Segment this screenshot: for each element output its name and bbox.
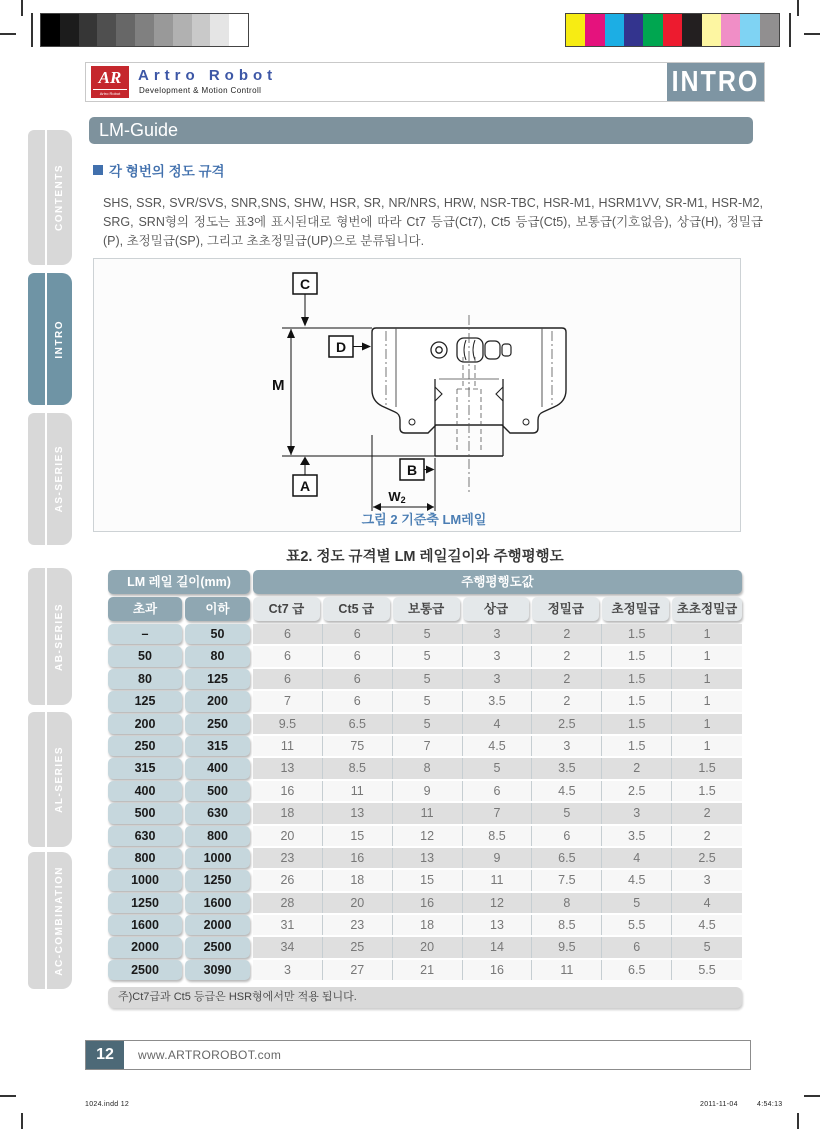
column-header: 이하 (185, 597, 250, 621)
dim-label-c: C (299, 276, 311, 292)
parallelism-value-cell: 5 (393, 646, 463, 666)
grayscale-swatch (97, 14, 116, 46)
parallelism-value-cell: 3.5 (463, 691, 533, 711)
tab-label-area (47, 568, 72, 705)
parallelism-value-cell: 12 (463, 893, 533, 913)
parallelism-value-cell: 18 (323, 870, 393, 890)
crop-mark (21, 1113, 23, 1129)
parallelism-value-cell: 2 (672, 803, 742, 823)
parallelism-value-cell: 1.5 (602, 624, 672, 644)
parallelism-value-cell: 7.5 (532, 870, 602, 890)
body-paragraph: SHS, SSR, SVR/SVS, SNR,SNS, SHW, HSR, SR, NR/NRS, HRW, NSR-TBC, HSR-M1, HSRM1VV, SR-M1, HSR-M2, SRG, SRN형의 정도는 표3에 표시된대로 형번에 따라 Ct7 등급(Ct7), Ct5 등급(Ct5), 보통급(기호없음), 상급(H), 정밀급(P), 초정밀급(SP), 그리고 초초정밀급(UP)으로 분류됩니다. (103, 195, 763, 248)
parallelism-value-cell: 23 (323, 915, 393, 935)
table-row (108, 803, 742, 823)
parallelism-value-cell: 4 (672, 893, 742, 913)
dim-label-a: A (299, 478, 311, 494)
color-swatch (721, 14, 740, 46)
parallelism-value-cell: 7 (463, 803, 533, 823)
parallelism-value-cell: 3 (672, 870, 742, 890)
tab-label: AC-COMBINATION (54, 865, 65, 976)
parallelism-value-cell: 1.5 (672, 758, 742, 778)
parallelism-value-cell: 6 (253, 646, 323, 666)
parallelism-value-cell: 3 (463, 646, 533, 666)
table-note: 주)Ct7급과 Ct5 등급은 HSR형에서만 적용 됩니다. (108, 987, 742, 1008)
parallelism-value-cell: 2.5 (532, 714, 602, 734)
table-row (108, 848, 742, 868)
rail-length-min-cell: 200 (108, 714, 182, 734)
parallelism-value-cell: 6 (463, 781, 533, 801)
parallelism-value-cell: 13 (463, 915, 533, 935)
website-url: www.ARTROROBOT.com (138, 1048, 282, 1062)
section-badge (667, 63, 764, 101)
parallelism-value-cell: 11 (463, 870, 533, 890)
parallelism-value-cell: 9.5 (532, 937, 602, 957)
tab-strip-decoration (28, 568, 45, 705)
tab-strip-decoration (28, 413, 45, 545)
rail-length-max-cell: 800 (185, 826, 250, 846)
grayscale-swatch (154, 14, 173, 46)
parallelism-value-cell: 2 (532, 669, 602, 689)
parallelism-value-cell: 1.5 (602, 669, 672, 689)
tab-label: AB-SERIES (54, 602, 65, 671)
column-header: 초초정밀급 (672, 597, 742, 621)
rail-length-min-cell: 500 (108, 803, 182, 823)
column-header: Ct5 급 (323, 597, 390, 621)
parallelism-value-cell: 4.5 (463, 736, 533, 756)
rail-length-min-cell: 800 (108, 848, 182, 868)
parallelism-value-cell: 3.5 (602, 826, 672, 846)
parallelism-value-cell: 9 (393, 781, 463, 801)
column-header: 정밀급 (532, 597, 599, 621)
crop-mark (21, 0, 23, 16)
parallelism-value-cell: 20 (253, 826, 323, 846)
color-swatch (663, 14, 682, 46)
brand-tagline: Development & Motion Controll (139, 86, 262, 95)
table-title: 표2. 정도 규격별 LM 레일길이와 주행평행도 (286, 549, 564, 565)
rail-length-max-cell: 1250 (185, 870, 250, 890)
tab-label-area (47, 712, 72, 847)
parallelism-value-cell: 4 (463, 714, 533, 734)
parallelism-value-cell: 2.5 (602, 781, 672, 801)
parallelism-value-cell: 23 (253, 848, 323, 868)
color-swatch (605, 14, 624, 46)
sidebar-tab-ab-series (28, 568, 72, 705)
parallelism-value-cell: 16 (463, 960, 533, 980)
parallelism-value-cell: 15 (393, 870, 463, 890)
group-header-rail-length: LM 레일 길이(mm) (108, 570, 250, 594)
parallelism-value-cell: 18 (393, 915, 463, 935)
slug-filename: 1024.indd 12 (85, 1101, 130, 1108)
rail-length-max-cell: 3090 (185, 960, 250, 980)
rail-length-min-cell: 250 (108, 736, 182, 756)
rail-length-min-cell: 1600 (108, 915, 182, 935)
crop-mark (797, 0, 799, 16)
sidebar (28, 130, 72, 989)
rail-length-min-cell: 2000 (108, 937, 182, 957)
tab-label-area (47, 273, 72, 405)
parallelism-value-cell: 6 (323, 646, 393, 666)
parallelism-value-cell: 1 (672, 646, 742, 666)
tab-label: AL-SERIES (54, 746, 65, 813)
grayscale-bar (40, 13, 249, 47)
parallelism-value-cell: 1.5 (602, 736, 672, 756)
parallelism-value-cell: 5 (463, 758, 533, 778)
parallelism-value-cell: 9.5 (253, 714, 323, 734)
crop-mark (0, 1095, 16, 1097)
slug-date: 2011-11-04 (700, 1101, 738, 1108)
parallelism-value-cell: 26 (253, 870, 323, 890)
page-title: LM-Guide (89, 117, 753, 144)
parallelism-value-cell: 3 (463, 624, 533, 644)
parallelism-value-cell: 11 (532, 960, 602, 980)
column-header: 보통급 (393, 597, 460, 621)
calibration-divider (31, 13, 33, 47)
crop-mark (804, 1095, 820, 1097)
dim-label-m: M (272, 377, 285, 394)
parallelism-value-cell: 6.5 (602, 960, 672, 980)
parallelism-value-cell: 6.5 (532, 848, 602, 868)
parallelism-value-cell: 2 (532, 624, 602, 644)
color-bar (565, 13, 780, 47)
rail-length-min-cell: 80 (108, 669, 182, 689)
parallelism-value-cell: 5.5 (672, 960, 742, 980)
color-swatch (702, 14, 721, 46)
color-swatch (566, 14, 585, 46)
rail-length-max-cell: 500 (185, 781, 250, 801)
parallelism-value-cell: 5 (393, 624, 463, 644)
table-row (108, 624, 742, 644)
tab-strip-decoration (28, 130, 45, 265)
tab-strip-decoration (28, 273, 45, 405)
color-swatch (585, 14, 604, 46)
section-badge-label: INTRO (671, 65, 760, 98)
color-swatch (624, 14, 643, 46)
logo-monogram-sub: Artro Robot (93, 89, 127, 96)
parallelism-value-cell: 6 (253, 624, 323, 644)
tab-label: CONTENTS (54, 164, 65, 231)
grayscale-swatch (210, 14, 229, 46)
color-swatch (760, 14, 779, 46)
parallelism-value-cell: 3 (463, 669, 533, 689)
crop-mark (804, 33, 820, 35)
lm-rail-drawing (94, 259, 740, 531)
parallelism-value-cell: 13 (393, 848, 463, 868)
table-row (108, 915, 742, 935)
rail-length-max-cell: 80 (185, 646, 250, 666)
parallelism-value-cell: 3 (253, 960, 323, 980)
parallelism-value-cell: 6 (532, 826, 602, 846)
rail-length-min-cell: 630 (108, 826, 182, 846)
grayscale-swatch (135, 14, 154, 46)
section-heading-label: 각 형번의 정도 규격 (109, 164, 225, 179)
rail-length-max-cell: 2000 (185, 915, 250, 935)
dim-label-b: B (406, 462, 418, 478)
parallelism-value-cell: 18 (253, 803, 323, 823)
page-number: 12 (86, 1041, 124, 1069)
rail-length-min-cell: 50 (108, 646, 182, 666)
rail-length-min-cell: 2500 (108, 960, 182, 980)
parallelism-value-cell: 6 (323, 691, 393, 711)
parallelism-value-cell: 5 (393, 669, 463, 689)
parallelism-value-cell: 16 (393, 893, 463, 913)
parallelism-value-cell: 4.5 (532, 781, 602, 801)
parallelism-value-cell: 9 (463, 848, 533, 868)
parallelism-value-cell: 2 (672, 826, 742, 846)
parallelism-value-cell: 1 (672, 669, 742, 689)
rail-length-max-cell: 315 (185, 736, 250, 756)
brand-name: Artro Robot (138, 67, 278, 84)
table-group-header-row (108, 570, 742, 594)
parallelism-value-cell: 4 (602, 848, 672, 868)
parallelism-value-cell: 4.5 (672, 915, 742, 935)
table-row (108, 893, 742, 913)
parallelism-value-cell: 6.5 (323, 714, 393, 734)
parallelism-value-cell: 13 (253, 758, 323, 778)
grayscale-swatch (116, 14, 135, 46)
parallelism-value-cell: 6 (602, 937, 672, 957)
rail-length-max-cell: 1600 (185, 893, 250, 913)
column-header: 상급 (463, 597, 530, 621)
parallelism-value-cell: 20 (393, 937, 463, 957)
tab-label: AS-SERIES (54, 445, 65, 513)
parallelism-value-cell: 11 (253, 736, 323, 756)
parallelism-value-cell: 1 (672, 624, 742, 644)
calibration-divider (789, 13, 791, 47)
grayscale-swatch (60, 14, 79, 46)
parallelism-value-cell: 7 (253, 691, 323, 711)
column-header: 초정밀급 (602, 597, 669, 621)
table-column-header-row (108, 597, 742, 621)
parallelism-value-cell: 20 (323, 893, 393, 913)
tab-strip-decoration (28, 712, 45, 847)
parallelism-value-cell: 16 (323, 848, 393, 868)
group-header-parallelism: 주행평행도값 (253, 570, 742, 594)
grayscale-swatch (173, 14, 192, 46)
parallelism-value-cell: 2 (532, 646, 602, 666)
table-row (108, 669, 742, 689)
parallelism-value-cell: 8.5 (323, 758, 393, 778)
sidebar-tab-intro (28, 273, 72, 405)
page-header (85, 62, 765, 102)
parallelism-value-cell: 8.5 (463, 826, 533, 846)
rail-length-max-cell: 400 (185, 758, 250, 778)
parallelism-value-cell: 15 (323, 826, 393, 846)
parallelism-value-cell: 5 (393, 714, 463, 734)
page-footer (85, 1040, 751, 1070)
slug-time: 4:54:13 (757, 1101, 783, 1108)
parallelism-value-cell: 1.5 (602, 691, 672, 711)
tab-strip-decoration (28, 852, 45, 989)
parallelism-value-cell: 2 (532, 691, 602, 711)
rail-length-min-cell: 1000 (108, 870, 182, 890)
parallelism-value-cell: 5 (672, 937, 742, 957)
parallelism-value-cell: 28 (253, 893, 323, 913)
parallelism-value-cell: 1.5 (672, 781, 742, 801)
parallelism-value-cell: 21 (393, 960, 463, 980)
rail-length-max-cell: 1000 (185, 848, 250, 868)
parallelism-value-cell: 2.5 (672, 848, 742, 868)
parallelism-value-cell: 75 (323, 736, 393, 756)
section-heading (93, 160, 225, 180)
parallelism-value-cell: 5 (602, 893, 672, 913)
rail-length-min-cell: 400 (108, 781, 182, 801)
brand-logo (91, 66, 129, 98)
sidebar-tab-al-series (28, 712, 72, 847)
rail-length-max-cell: 200 (185, 691, 250, 711)
parallelism-value-cell: 27 (323, 960, 393, 980)
parallelism-value-cell: 31 (253, 915, 323, 935)
parallelism-value-cell: 11 (323, 781, 393, 801)
parallelism-value-cell: 1 (672, 691, 742, 711)
color-swatch (682, 14, 701, 46)
table-row (108, 691, 742, 711)
tab-label: INTRO (54, 319, 65, 359)
crop-mark (0, 33, 16, 35)
column-header: 초과 (108, 597, 182, 621)
table-row (108, 870, 742, 890)
table-row (108, 646, 742, 666)
sidebar-tab-as-series (28, 413, 72, 545)
crop-mark (797, 1113, 799, 1129)
rail-length-min-cell: 315 (108, 758, 182, 778)
color-swatch (643, 14, 662, 46)
rail-length-max-cell: 2500 (185, 937, 250, 957)
sidebar-tab-contents (28, 130, 72, 265)
parallelism-value-cell: 11 (393, 803, 463, 823)
column-header: Ct7 급 (253, 597, 320, 621)
dim-label-w2: W2 (388, 489, 406, 505)
parallelism-value-cell: 6 (253, 669, 323, 689)
tab-label-area (47, 130, 72, 265)
parallelism-value-cell: 6 (323, 624, 393, 644)
parallelism-value-cell: 1.5 (602, 646, 672, 666)
parallelism-value-cell: 8 (393, 758, 463, 778)
table-row (108, 826, 742, 846)
table-row (108, 714, 742, 734)
grayscale-swatch (192, 14, 211, 46)
parallelism-value-cell: 16 (253, 781, 323, 801)
parallelism-value-cell: 5 (393, 691, 463, 711)
parallelism-value-cell: 3 (532, 736, 602, 756)
parallelism-value-cell: 6 (323, 669, 393, 689)
parallelism-value-cell: 3 (602, 803, 672, 823)
parallelism-value-cell: 1.5 (602, 714, 672, 734)
parallelism-value-cell: 5 (532, 803, 602, 823)
table-row (108, 960, 742, 980)
sidebar-tab-ac-combination (28, 852, 72, 989)
parallelism-value-cell: 3.5 (532, 758, 602, 778)
table-row (108, 736, 742, 756)
parallelism-value-cell: 5.5 (602, 915, 672, 935)
tab-label-area (47, 413, 72, 545)
rail-length-max-cell: 630 (185, 803, 250, 823)
rail-table (108, 570, 742, 982)
figure-caption: 그림 2 기준축 LM레일 (361, 512, 487, 527)
parallelism-value-cell: 34 (253, 937, 323, 957)
parallelism-value-cell: 4.5 (602, 870, 672, 890)
bullet-square-icon (93, 165, 103, 175)
rail-length-max-cell: 50 (185, 624, 250, 644)
parallelism-value-cell: 1 (672, 714, 742, 734)
table-row (108, 758, 742, 778)
parallelism-value-cell: 14 (463, 937, 533, 957)
grayscale-swatch (79, 14, 98, 46)
table-row (108, 937, 742, 957)
parallelism-value-cell: 25 (323, 937, 393, 957)
rail-length-max-cell: 250 (185, 714, 250, 734)
parallelism-value-cell: 8 (532, 893, 602, 913)
tab-label-area (47, 852, 72, 989)
logo-monogram: AR (98, 68, 122, 87)
parallelism-value-cell: 8.5 (532, 915, 602, 935)
dim-label-d: D (335, 339, 347, 355)
color-swatch (740, 14, 759, 46)
parallelism-value-cell: 7 (393, 736, 463, 756)
parallelism-value-cell: 2 (602, 758, 672, 778)
parallelism-value-cell: 13 (323, 803, 393, 823)
rail-length-min-cell: – (108, 624, 182, 644)
table-row (108, 781, 742, 801)
rail-length-min-cell: 125 (108, 691, 182, 711)
grayscale-swatch (41, 14, 60, 46)
rail-length-min-cell: 1250 (108, 893, 182, 913)
parallelism-value-cell: 1 (672, 736, 742, 756)
parallelism-value-cell: 12 (393, 826, 463, 846)
lm-rail-figure (93, 258, 741, 532)
grayscale-swatch (229, 14, 248, 46)
rail-length-max-cell: 125 (185, 669, 250, 689)
